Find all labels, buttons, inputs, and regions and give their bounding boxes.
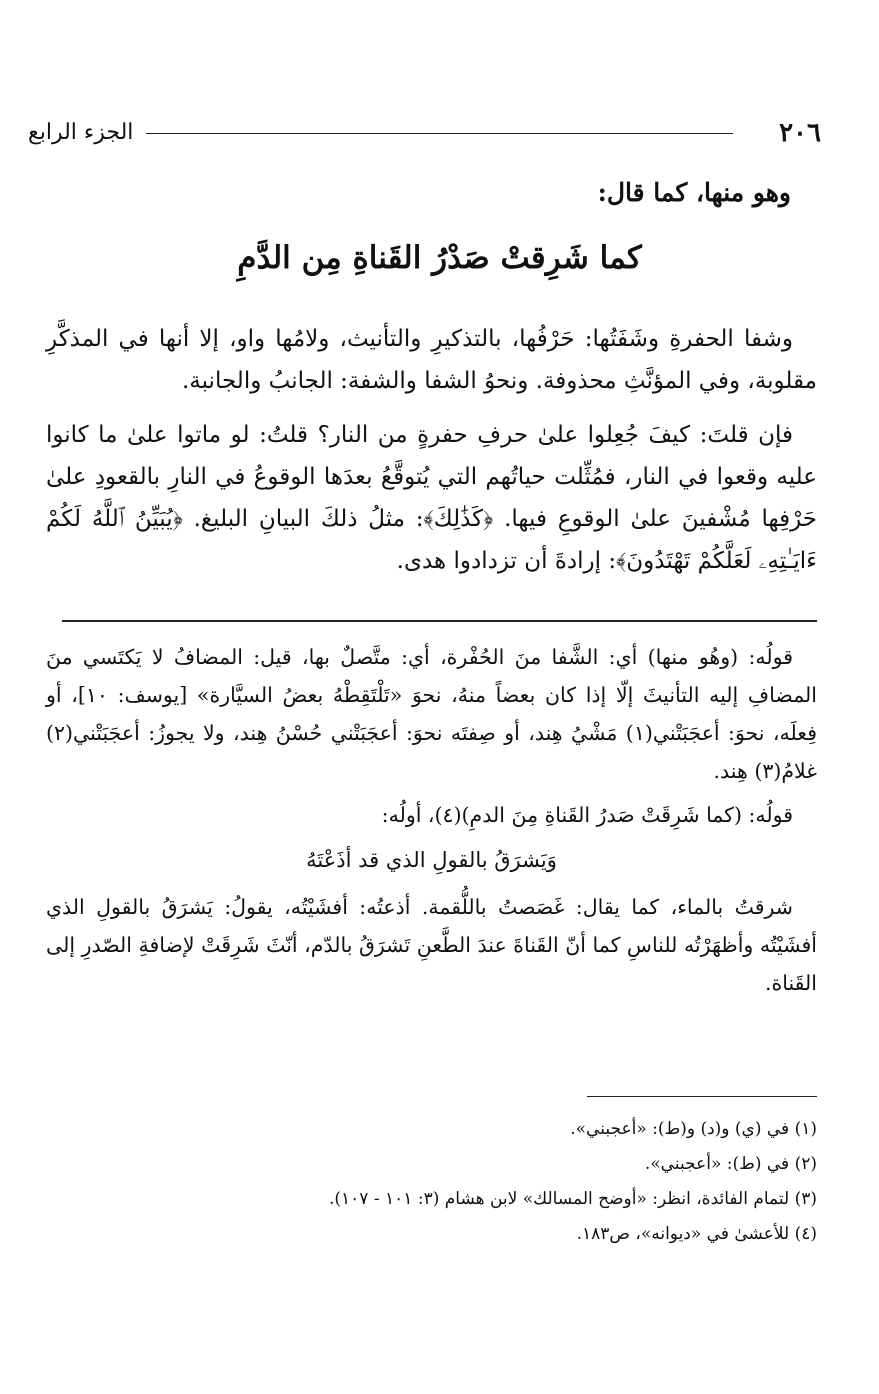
footnote-3: (٣) لتمام الفائدة، انظر: «أوضح المسالك» لابن هشام (٣: ١٠١ - ١٠٧).	[329, 1189, 817, 1209]
section-divider	[62, 620, 817, 622]
verse-quote: كما شَرِقتْ صَدْرُ القَناةِ مِن الدَّمِ	[237, 240, 642, 276]
main-paragraph-1: وشفا الحفرةِ وشَفَتُها: حَرْفُها، بالتذكيرِ والتأنيث، ولامُها واو، إلا أنها في المذكَّرِ مقلوبة، وفي المؤنَّثِ محذوفة. ونحوُ الشفا والشفة: الجانبُ والجانبة.	[46, 326, 817, 394]
footnote-2: (٢) في (ط): «أعجبني».	[644, 1154, 817, 1174]
footnotes	[46, 1112, 817, 1252]
running-title: الجزء الرابع	[28, 120, 134, 145]
page-number: ٢٠٦	[779, 118, 821, 148]
header-rule	[146, 133, 733, 134]
footnote-1: (١) في (ي) و(د) و(ط): «أعجبني».	[570, 1119, 817, 1139]
commentary-paragraph-1: قولُه: (وهُو منها) أي: الشَّفا منَ الحُفْرة، أي: متَّصلٌ بها، قيل: المضافُ لا يَكتَسي منَ المضافِ إليه التأنيثَ إلّا إذا كان بعضاً منهُ، نحوَ «تَلْتَقِطْهُ بعضُ السيَّارة» [يوسف: ١٠]، أو فِعلَه، نحوَ: أعجَبَتْني(١) مَشْيُ هِند، أو صِفتَه نحوَ: أعجَبَتْني حُسْنُ هِند، ولا يجوزُ: أعجَبَتْني(٢) غلامُ(٣) هِند.	[46, 645, 817, 783]
commentary-verse: وَيَشرَقُ بالقولِ الذي قد أذَعْتَهُ	[306, 848, 557, 872]
footnote-4: (٤) للأعشىٰ في «ديوانه»، ص١٨٣.	[576, 1224, 817, 1244]
commentary	[46, 638, 817, 1008]
commentary-paragraph-2: قولُه: (كما شَرِقَتْ صَدرُ القَناةِ مِنَ الدمِ)(٤)، أولُه:	[381, 803, 793, 827]
main-paragraph-2: فإن قلتَ: كيفَ جُعِلوا علىٰ حرفِ حفرةٍ من النار؟ قلتُ: لو ماتوا علىٰ ما كانوا عليه وقعوا في النار، فمُثِّلت حياتُهم التي يُتوقَّعُ بعدَها الوقوعُ في النارِ بالقعودِ علىٰ حَرْفِها مُشْفينَ علىٰ الوقوعِ فيها. ﴿كَذَٰلِكَ﴾: مثلُ ذلكَ البيانِ البليغ. ﴿يُبَيِّنُ ٱللَّهُ لَكُمْ ءَايَـٰتِهِۦ لَعَلَّكُمْ تَهْتَدُونَ﴾: إرادةَ أن تزدادوا هدى.	[46, 422, 817, 574]
lead-in: وهو منها، كما قال:	[597, 178, 791, 207]
main-text	[46, 318, 817, 594]
page-header	[28, 118, 821, 152]
footnote-rule	[587, 1096, 817, 1097]
commentary-paragraph-3: شرقتُ بالماء، كما يقال: غَصَصتُ باللُّقمة. أذعتُه: أفشَيْتُه، يقولُ: يَشرَقُ بالقولِ الذي أفشَيْتُه وأظهَرْتُه للناسِ كما أنّ القَناةَ عندَ الطَّعنِ تَشرَقُ بالدّم، أنّثَ شَرِقَتْ لإضافةِ الصّدرِ إلى القَناة.	[46, 895, 817, 995]
